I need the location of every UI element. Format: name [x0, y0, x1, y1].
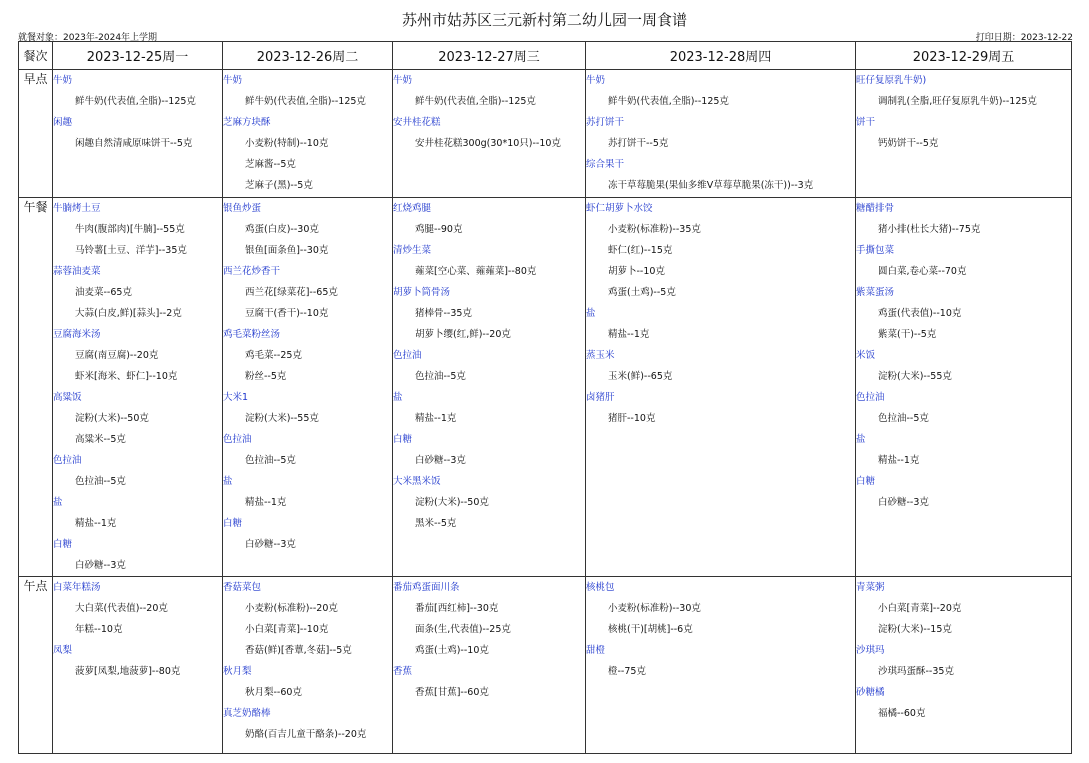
ingredient-item: 高粱米--5克 [75, 434, 126, 445]
ingredient-item: 冻干草莓脆果(果仙多维V草莓草脆果(冻干))--3克 [608, 180, 814, 191]
ingredient-item: 猪棒骨--35克 [415, 308, 472, 319]
page-title: 苏州市姑苏区三元新村第二幼儿园一周食谱 [401, 11, 687, 29]
ingredient-item: 鲜牛奶(代表值,全脂)--125克 [415, 96, 536, 107]
ingredient-item: 粉丝--5克 [245, 371, 287, 382]
menu-cell [393, 577, 586, 754]
menu-cell [53, 198, 223, 577]
menu-cell [856, 70, 1072, 198]
dish-name: 米饭 [856, 350, 876, 361]
menu-cell [393, 198, 586, 577]
dish-name: 白糖 [223, 518, 243, 529]
dish-name: 苏打饼干 [586, 117, 625, 128]
menu-cell [586, 198, 856, 577]
ingredient-item: 色拉油--5克 [415, 371, 466, 382]
ingredient-item: 色拉油--5克 [75, 476, 126, 487]
dish-name: 饼干 [856, 117, 876, 128]
ingredient-item: 蕹菜[空心菜、蕹蕹菜]--80克 [415, 266, 537, 277]
ingredient-item: 秋月梨--60克 [245, 687, 302, 698]
dish-name: 沙琪玛 [856, 645, 885, 656]
dish-name: 银鱼炒蛋 [223, 203, 262, 214]
day-header: 2023-12-29周五 [856, 42, 1072, 70]
ingredient-item: 安井桂花糕300g(30*10只)--10克 [415, 138, 561, 149]
dish-name: 大米1 [223, 392, 249, 403]
dish-name: 牛奶 [393, 75, 413, 86]
dish-name: 盐 [53, 497, 63, 508]
dish-name: 红烧鸡腿 [393, 203, 432, 214]
dish-name: 西兰花炒香干 [223, 266, 281, 277]
dish-name: 色拉油 [856, 392, 885, 403]
dish-name: 芝麻方块酥 [223, 117, 271, 128]
header-row [19, 42, 1072, 70]
ingredient-item: 牛肉(腹部肉)[牛腩]--55克 [75, 224, 185, 235]
ingredient-item: 淀粉(大米)--50克 [75, 413, 149, 424]
ingredient-item: 油麦菜--65克 [75, 287, 132, 298]
ingredient-item: 核桃(干)[胡桃]--6克 [608, 624, 693, 635]
dish-name: 白糖 [53, 539, 73, 550]
dish-name: 豆腐海米汤 [53, 329, 101, 340]
dish-name: 虾仁胡萝卜水饺 [586, 203, 653, 214]
dish-name: 高粱饭 [53, 392, 82, 403]
ingredient-item: 白砂糖--3克 [878, 497, 929, 508]
menu-cell [393, 70, 586, 198]
ingredient-item: 小白菜[青菜]--10克 [245, 624, 329, 635]
ingredient-item: 大白菜(代表值)--20克 [75, 603, 168, 614]
ingredient-item: 色拉油--5克 [878, 413, 929, 424]
ingredient-item: 精盐--1克 [245, 497, 287, 508]
dish-name: 清炒生菜 [393, 245, 432, 256]
dish-name: 牛奶 [586, 75, 606, 86]
dish-name: 综合果干 [586, 159, 625, 170]
ingredient-item: 大蒜(白皮,鲜)[蒜头]--2克 [75, 308, 182, 319]
dish-name: 香蕉 [393, 666, 413, 677]
dish-name: 番茄鸡蛋面川条 [393, 582, 460, 593]
ingredient-item: 沙琪玛蛋酥--35克 [878, 666, 954, 677]
ingredient-item: 虾米[海米、虾仁]--10克 [75, 371, 178, 382]
ingredient-item: 鲜牛奶(代表值,全脂)--125克 [245, 96, 366, 107]
ingredient-item: 玉米(鲜)--65克 [608, 371, 673, 382]
meal-label: 早点 [19, 70, 53, 198]
dish-name: 闲趣 [53, 117, 73, 128]
dish-name: 牛奶 [223, 75, 243, 86]
ingredient-item: 年糕--10克 [75, 624, 123, 635]
dish-name: 旺仔复原乳牛奶) [856, 75, 927, 86]
ingredient-item: 鲜牛奶(代表值,全脂)--125克 [75, 96, 196, 107]
ingredient-item: 福橘--60克 [878, 708, 926, 719]
ingredient-item: 白砂糖--3克 [415, 455, 466, 466]
ingredient-item: 银鱼[面条鱼]--30克 [245, 245, 329, 256]
ingredient-item: 番茄[西红柿]--30克 [415, 603, 499, 614]
ingredient-item: 色拉油--5克 [245, 455, 296, 466]
dish-name: 蒜蓉油麦菜 [53, 266, 101, 277]
dish-name: 真芝奶酪棒 [223, 708, 271, 719]
ingredient-item: 橙--75克 [608, 666, 646, 677]
ingredient-item: 精盐--1克 [878, 455, 920, 466]
dish-name: 盐 [393, 392, 403, 403]
ingredient-item: 鸡毛菜--25克 [245, 350, 302, 361]
ingredient-item: 香蕉[甘蕉]--60克 [415, 687, 489, 698]
menu-cell [586, 577, 856, 754]
ingredient-item: 精盐--1克 [75, 518, 117, 529]
ingredient-item: 精盐--1克 [608, 329, 650, 340]
dish-name: 牛腩烤土豆 [53, 203, 101, 214]
ingredient-item: 豆腐(南豆腐)--20克 [75, 350, 159, 361]
dish-name: 手撕包菜 [856, 245, 895, 256]
ingredient-item: 芝麻酱--5克 [245, 159, 296, 170]
menu-cell [856, 577, 1072, 754]
dish-name: 色拉油 [53, 455, 82, 466]
ingredient-item: 鸡蛋(土鸡)--5克 [608, 287, 676, 298]
dish-name: 砂糖橘 [856, 687, 885, 698]
ingredient-item: 白砂糖--3克 [75, 560, 126, 571]
ingredient-item: 淀粉(大米)--50克 [415, 497, 489, 508]
menu-cell [53, 577, 223, 754]
day-header: 2023-12-28周四 [586, 42, 856, 70]
menu-cell [856, 198, 1072, 577]
dish-name: 色拉油 [393, 350, 422, 361]
ingredient-item: 钙奶饼干--5克 [878, 138, 939, 149]
ingredient-item: 西兰花[绿菜花]--65克 [245, 287, 338, 298]
ingredient-item: 面条(生,代表值)--25克 [415, 624, 511, 635]
menu-cell [223, 198, 393, 577]
ingredient-item: 小白菜[青菜]--20克 [878, 603, 962, 614]
menu-cell [223, 70, 393, 198]
dish-name: 蒸玉米 [586, 350, 615, 361]
meal-row [19, 577, 1072, 754]
menu-cell [53, 70, 223, 198]
ingredient-item: 淀粉(大米)--55克 [245, 413, 319, 424]
ingredient-item: 鲜牛奶(代表值,全脂)--125克 [608, 96, 729, 107]
meal-row [19, 70, 1072, 198]
target-label: 就餐对象：2023年-2024年上学期 [18, 33, 158, 43]
ingredient-item: 小麦粉(标准粉)--35克 [608, 224, 701, 235]
dish-name: 白糖 [856, 476, 876, 487]
dish-name: 青菜粥 [856, 582, 885, 593]
print-date: 打印日期：2023-12-22 [975, 33, 1073, 43]
dish-name: 盐 [856, 434, 866, 445]
ingredient-item: 豆腐干(香干)--10克 [245, 308, 329, 319]
ingredient-item: 圆白菜,卷心菜--70克 [878, 266, 967, 277]
ingredient-item: 芝麻子(黑)--5克 [245, 180, 313, 191]
ingredient-item: 马铃薯[土豆、洋芋]--35克 [75, 245, 187, 256]
ingredient-item: 小麦粉(特制)--10克 [245, 138, 329, 149]
meal-column-header: 餐次 [19, 42, 53, 70]
meal-label: 午餐 [19, 198, 53, 577]
meal-label: 午点 [19, 577, 53, 754]
weekly-menu-table [18, 41, 1072, 754]
dish-name: 白菜年糕汤 [53, 582, 101, 593]
meal-row [19, 198, 1072, 577]
ingredient-item: 精盐--1克 [415, 413, 457, 424]
ingredient-item: 苏打饼干--5克 [608, 138, 669, 149]
dish-name: 大米黑米饭 [393, 476, 441, 487]
ingredient-item: 鸡蛋(土鸡)--10克 [415, 645, 489, 656]
day-header: 2023-12-25周一 [53, 42, 223, 70]
dish-name: 盐 [223, 476, 233, 487]
ingredient-item: 香菇(鲜)[香蕈,冬菇]--5克 [245, 645, 352, 656]
ingredient-item: 白砂糖--3克 [245, 539, 296, 550]
dish-name: 核桃包 [586, 582, 615, 593]
ingredient-item: 小麦粉(标准粉)--30克 [608, 603, 701, 614]
dish-name: 卤猪肝 [586, 392, 615, 403]
day-header: 2023-12-27周三 [393, 42, 586, 70]
ingredient-item: 闲趣自然清咸原味饼干--5克 [75, 138, 193, 149]
ingredient-item: 胡萝卜--10克 [608, 266, 665, 277]
dish-name: 香菇菜包 [223, 582, 262, 593]
dish-name: 牛奶 [53, 75, 73, 86]
ingredient-item: 淀粉(大米)--15克 [878, 624, 952, 635]
menu-cell [223, 577, 393, 754]
ingredient-item: 淀粉(大米)--55克 [878, 371, 952, 382]
dish-name: 白糖 [393, 434, 413, 445]
dish-name: 安井桂花糕 [393, 117, 441, 128]
ingredient-item: 鸡蛋(代表值)--10克 [878, 308, 962, 319]
ingredient-item: 菠萝[凤梨,地菠萝]--80克 [75, 666, 181, 677]
ingredient-item: 虾仁(红)--15克 [608, 245, 673, 256]
dish-name: 甜橙 [586, 645, 606, 656]
ingredient-item: 调制乳(全脂,旺仔复原乳牛奶)--125克 [878, 96, 1037, 107]
dish-name: 凤梨 [53, 645, 73, 656]
ingredient-item: 猪小排(杜长大猪)--75克 [878, 224, 981, 235]
dish-name: 秋月梨 [223, 666, 252, 677]
ingredient-item: 鸡蛋(白皮)--30克 [245, 224, 319, 235]
dish-name: 糖醋排骨 [856, 203, 895, 214]
day-header: 2023-12-26周二 [223, 42, 393, 70]
ingredient-item: 黑米--5克 [415, 518, 457, 529]
ingredient-item: 胡萝卜缨(红,鲜)--20克 [415, 329, 511, 340]
ingredient-item: 鸡腿--90克 [415, 224, 463, 235]
dish-name: 胡萝卜筒骨汤 [393, 287, 451, 298]
ingredient-item: 猪肝--10克 [608, 413, 656, 424]
dish-name: 盐 [586, 308, 596, 319]
ingredient-item: 小麦粉(标准粉)--20克 [245, 603, 338, 614]
dish-name: 色拉油 [223, 434, 252, 445]
ingredient-item: 紫菜(干)--5克 [878, 329, 937, 340]
menu-cell [586, 70, 856, 198]
ingredient-item: 奶酪(百吉儿童干酪条)--20克 [245, 729, 367, 740]
dish-name: 鸡毛菜粉丝汤 [223, 329, 281, 340]
dish-name: 紫菜蛋汤 [856, 287, 895, 298]
